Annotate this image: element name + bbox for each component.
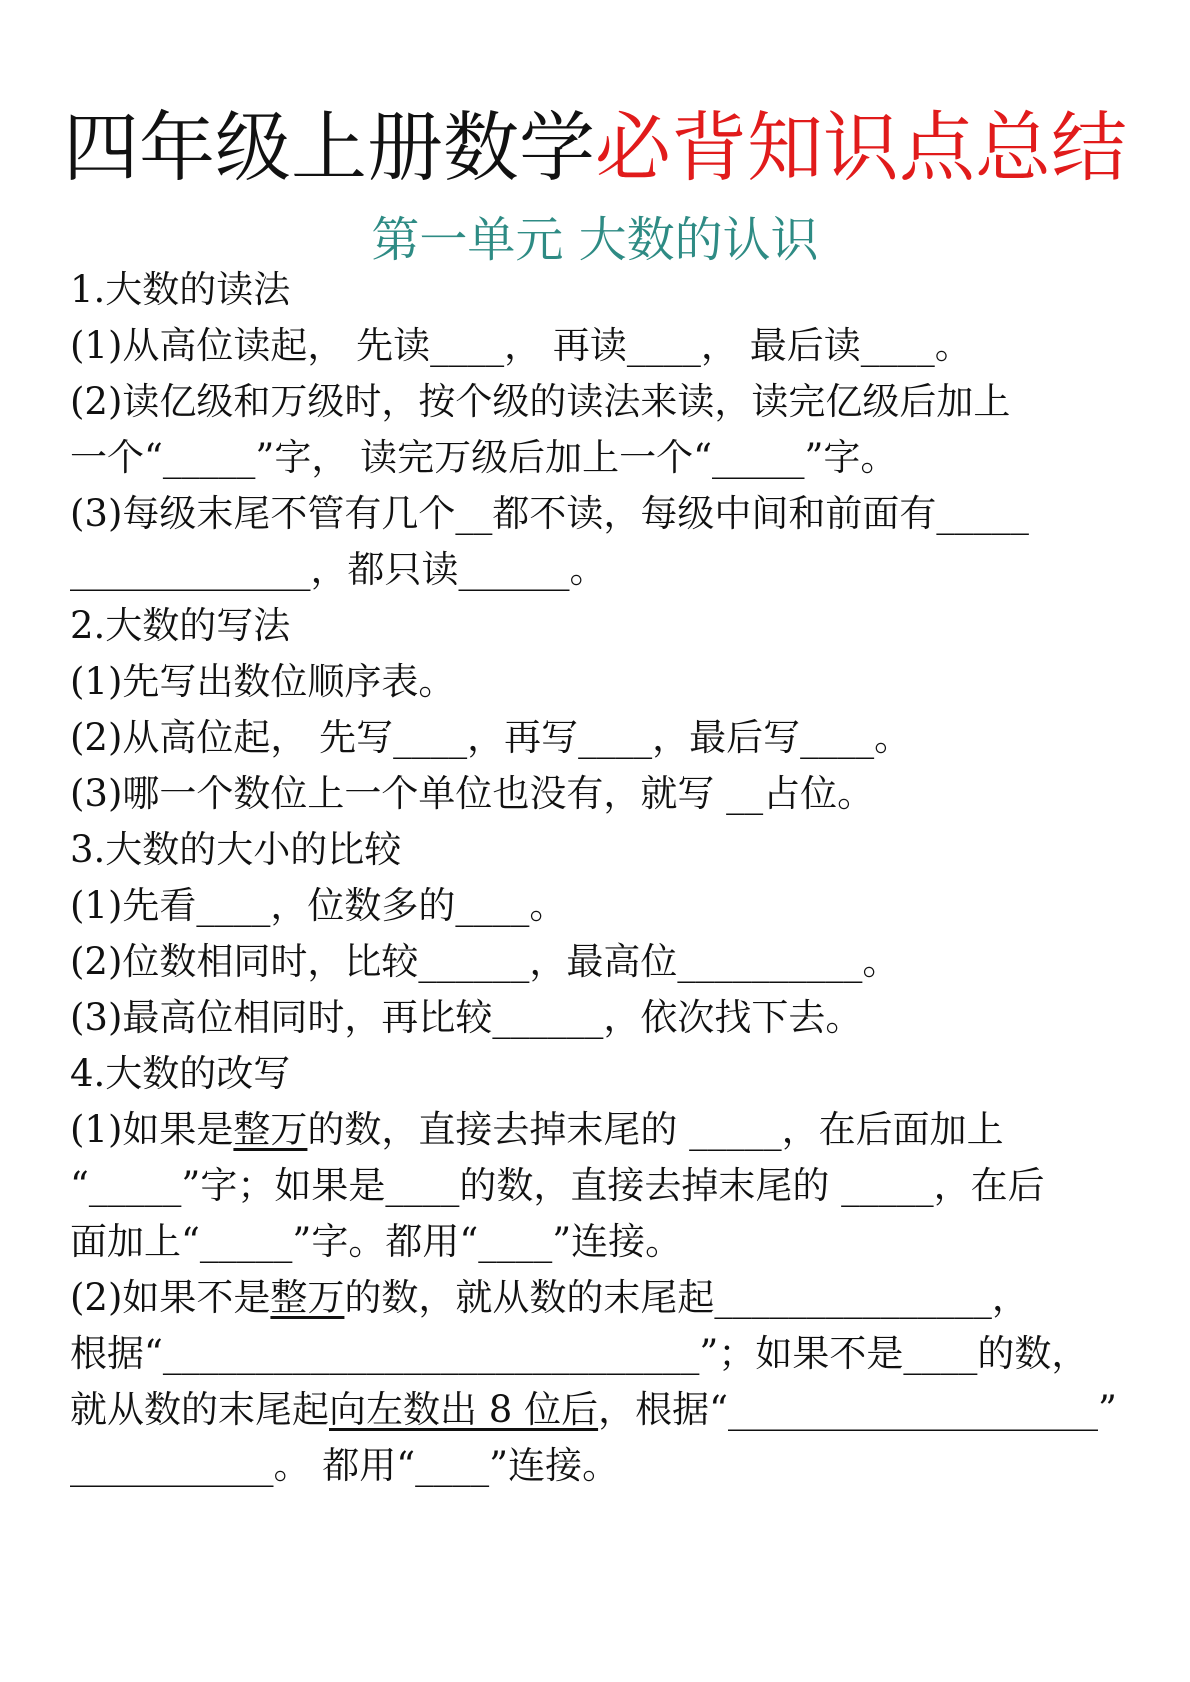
text-line: (1)先写出数位顺序表。 <box>70 660 456 703</box>
text-line: (3)哪一个数位上一个单位也没有，就写 __占位。 <box>70 772 875 815</box>
text-line: 面加上“_____”字。都用“____”连接。 <box>70 1220 683 1263</box>
underlined-term: 整万 <box>270 1276 345 1319</box>
text-line: (2)从高位起， 先写____，再写____，最后写____。 <box>70 716 912 759</box>
text-line: 一个“_____”字， 读完万级后加上一个“_____”字。 <box>70 436 898 479</box>
text-segment: (2)如果不是 <box>70 1276 271 1319</box>
unit-title: 第一单元 大数的认识 <box>371 212 819 268</box>
text-line: (2)位数相同时，比较______，最高位__________。 <box>70 940 900 983</box>
underlined-phrase: 向左数出 8 位后 <box>329 1388 599 1431</box>
title-red-part: 必背知识点总结 <box>595 103 1127 192</box>
text-line: (3)每级末尾不管有几个__都不读，每级中间和前面有_____ <box>70 492 1029 535</box>
text-line: “_____”字；如果是____的数，直接去掉末尾的 _____，在后 <box>70 1164 1045 1207</box>
section-heading-rewriting: 4.大数的改写 <box>70 1052 291 1095</box>
section-heading-writing: 2.大数的写法 <box>70 604 291 647</box>
page-title <box>0 100 1190 196</box>
text-segment: 的数，就从数的末尾起_______________， <box>344 1276 1029 1319</box>
text-segment: 的数，直接去掉末尾的 _____，在后面加上 <box>307 1108 1004 1151</box>
text-line: (1)先看____，位数多的____。 <box>70 884 567 927</box>
section-heading-comparison: 3.大数的大小的比较 <box>70 828 402 871</box>
title-black-part: 四年级上册数学 <box>63 103 595 192</box>
text-segment: 就从数的末尾起 <box>70 1388 329 1431</box>
text-line: ___________。 都用“____”连接。 <box>70 1444 620 1487</box>
text-line: (1)从高位读起， 先读____， 再读____， 最后读____。 <box>70 324 972 367</box>
text-segment: (1)如果是 <box>70 1108 234 1151</box>
text-segment: ，根据“____________________” <box>598 1388 1117 1431</box>
text-line: (3)最高位相同时，再比较______，依次找下去。 <box>70 996 863 1039</box>
text-line: _____________，都只读______。 <box>70 548 607 591</box>
underlined-term: 整万 <box>233 1108 308 1151</box>
text-line: 根据“_____________________________”；如果不是____的数， <box>70 1332 1089 1375</box>
text-line <box>70 1106 1130 1154</box>
text-line <box>70 1386 1130 1434</box>
text-line: (2)读亿级和万级时，按个级的读法来读，读完亿级后加上 <box>70 380 1011 423</box>
section-heading-reading: 1.大数的读法 <box>70 268 291 311</box>
text-line <box>70 1274 1130 1322</box>
